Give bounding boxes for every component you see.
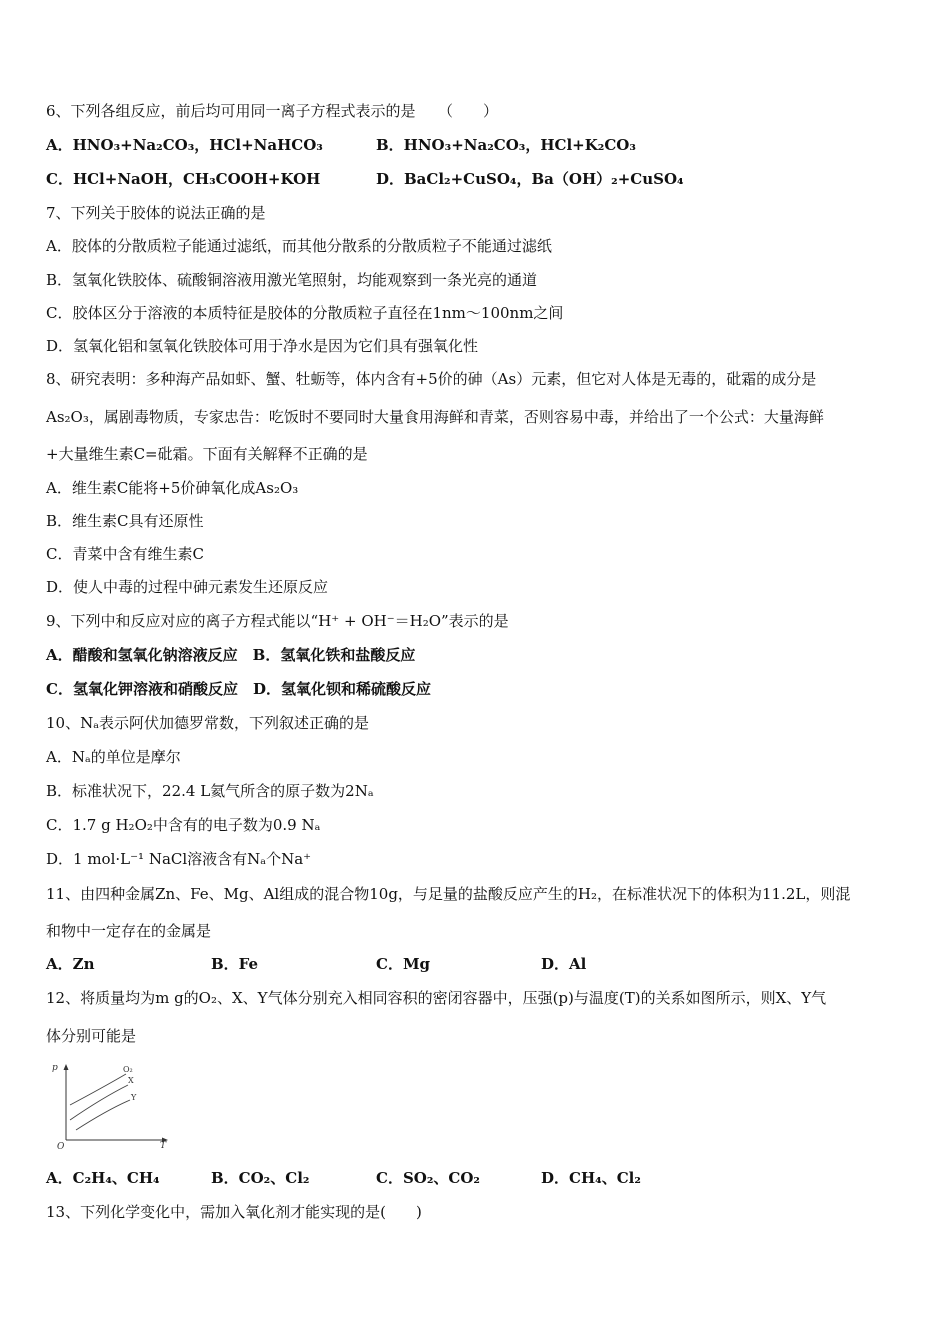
q10-option-b: B．标准状况下，22.4 L氦气所含的原子数为2Nₐ — [46, 782, 374, 800]
q9-options-cd: C．氢氧化钾溶液和硝酸反应 D．氢氧化钡和稀硫酸反应 — [46, 680, 431, 698]
origin-label: O — [57, 1142, 65, 1150]
q7-option-a: A．胶体的分散质粒子能通过滤纸，而其他分散系的分散质粒子不能通过滤纸 — [46, 237, 552, 255]
q11-option-b: B．Fe — [211, 955, 259, 973]
q6-stem: 6、下列各组反应，前后均可用同一离子方程式表示的是 （ ） — [46, 102, 499, 120]
q11-stem-line1: 11、由四种金属Zn、Fe、Mg、Al组成的混合物10g，与足量的盐酸反应产生的H₂，在标准状况下的体积为11.2L，则混 — [46, 885, 851, 903]
q6-option-c: C．HCl+NaOH，CH₃COOH+KOH — [46, 170, 321, 188]
curve-o2-label: O₂ — [123, 1065, 133, 1074]
p-axis-label: p — [52, 1063, 58, 1073]
q11-stem-line2: 和物中一定存在的金属是 — [46, 922, 212, 940]
q11-option-a: A．Zn — [46, 955, 95, 973]
q6-option-a: A．HNO₃+Na₂CO₃，HCl+NaHCO₃ — [46, 136, 323, 154]
curve-x — [70, 1085, 128, 1120]
p-axis-arrow — [64, 1064, 69, 1070]
q12-option-b: B．CO₂、Cl₂ — [211, 1169, 310, 1187]
pressure-temperature-graph — [52, 1060, 177, 1150]
q12-option-c: C．SO₂、CO₂ — [376, 1169, 480, 1187]
q11-option-d: D．Al — [541, 955, 587, 973]
curve-o2 — [70, 1074, 126, 1105]
q7-stem: 7、下列关于胶体的说法正确的是 — [46, 204, 266, 222]
curve-x-label: X — [128, 1076, 134, 1085]
q7-option-c: C．胶体区分于溶液的本质特征是胶体的分散质粒子直径在1nm～100nm之间 — [46, 304, 564, 322]
q8-stem-line3: +大量维生素C=砒霜。下面有关解释不正确的是 — [46, 445, 368, 463]
q7-option-b: B．氢氧化铁胶体、硫酸铜溶液用激光笔照射，均能观察到一条光亮的通道 — [46, 271, 538, 289]
q12-option-a: A．C₂H₄、CH₄ — [46, 1169, 160, 1187]
q8-option-b: B．维生素C具有还原性 — [46, 512, 204, 530]
q8-stem-line2: As₂O₃，属剧毒物质，专家忠告：吃饭时不要同时大量食用海鲜和青菜，否则容易中毒，并给出了一个公式：大量海鲜 — [46, 408, 824, 426]
q10-stem: 10、Nₐ表示阿伏加德罗常数，下列叙述正确的是 — [46, 714, 370, 732]
q10-option-d: D．1 mol·L⁻¹ NaCl溶液含有Nₐ个Na⁺ — [46, 850, 312, 868]
q10-option-c: C．1.7 g H₂O₂中含有的电子数为0.9 Nₐ — [46, 816, 321, 834]
curve-y — [76, 1100, 130, 1130]
q9-options-ab: A．醋酸和氢氧化钠溶液反应 B．氢氧化铁和盐酸反应 — [46, 646, 416, 664]
q9-stem: 9、下列中和反应对应的离子方程式能以“H⁺ + OH⁻＝H₂O”表示的是 — [46, 612, 509, 630]
q11-option-c: C．Mg — [376, 955, 431, 973]
q6-option-d: D．BaCl₂+CuSO₄，Ba（OH）₂+CuSO₄ — [376, 170, 684, 188]
q8-stem-line1: 8、研究表明：多种海产品如虾、蟹、牡蛎等，体内含有+5价的砷（As）元素，但它对人体是无毒的，砒霜的成分是 — [46, 370, 817, 388]
q12-option-d: D．CH₄、Cl₂ — [541, 1169, 641, 1187]
q13-stem: 13、下列化学变化中，需加入氧化剂才能实现的是( ) — [46, 1203, 422, 1221]
q8-option-d: D．使人中毒的过程中砷元素发生还原反应 — [46, 578, 329, 596]
q8-option-a: A．维生素C能将+5价砷氧化成As₂O₃ — [46, 479, 299, 497]
q12-stem-line1: 12、将质量均为m g的O₂、X、Y气体分别充入相同容积的密闭容器中，压强(p)与温度(T)的关系如图所示，则X、Y气 — [46, 989, 827, 1007]
q7-option-d: D．氢氧化铝和氢氧化铁胶体可用于净水是因为它们具有强氧化性 — [46, 337, 479, 355]
curve-y-label: Y — [131, 1093, 137, 1102]
t-axis-label: T — [160, 1141, 167, 1150]
q12-stem-line2: 体分别可能是 — [46, 1027, 137, 1045]
q10-option-a: A．Nₐ的单位是摩尔 — [46, 748, 181, 766]
q8-option-c: C．青菜中含有维生素C — [46, 545, 204, 563]
q6-option-b: B．HNO₃+Na₂CO₃，HCl+K₂CO₃ — [376, 136, 636, 154]
